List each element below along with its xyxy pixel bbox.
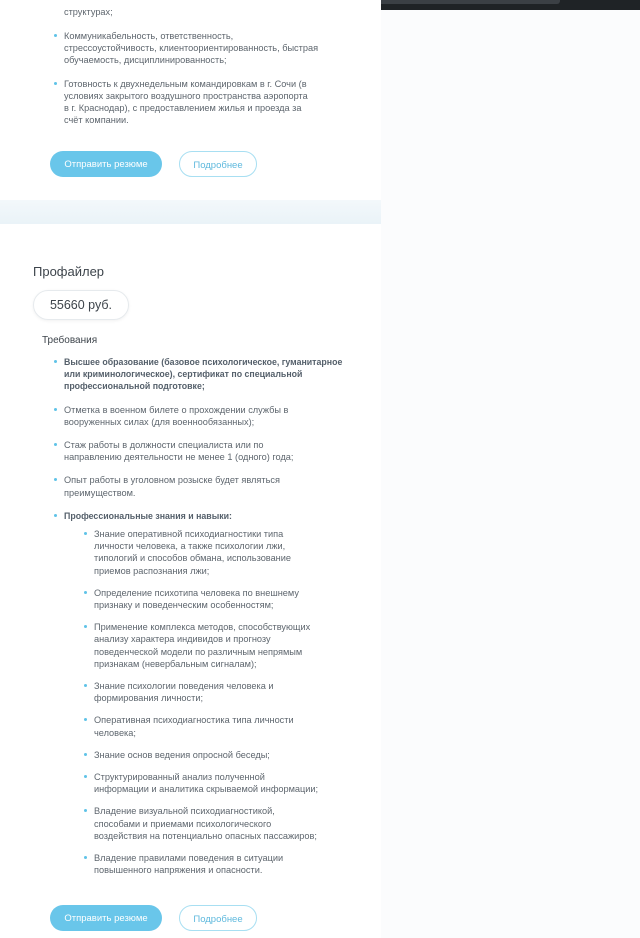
list-item-line: Знание психологии поведения человека и [94,681,274,692]
requirement-item [64,439,364,463]
card-separator [0,200,381,224]
list-item-line: повышенного напряжения и опасности. [94,865,263,876]
bullet-dot-icon [54,34,57,37]
bullet-dot-icon [54,514,57,517]
bullet-dot-icon [54,360,57,363]
list-item-line: анализу характера индивидов и прогнозу [94,634,271,645]
list-item [64,78,364,127]
bullet-dot-icon [54,408,57,411]
list-item-line: Высшее образование (базовое психологическое, гуманитарное [64,357,343,367]
bullet-dot-icon [84,591,87,594]
skill-item [94,621,354,670]
list-item-line: преимуществом. [64,487,136,498]
list-item-line: информации и аналитика скрываемой информации; [94,784,319,795]
list-item-line: Опыт работы в уголовном розыске будет являться [64,475,280,486]
list-item-line: направлению деятельности не менее 1 (одного) года; [64,452,294,463]
list-item-line: личности человека, а также психологии лжи, [94,541,286,552]
list-item-line: Владение правилами поведения в ситуации [94,853,284,864]
list-item-line: Коммуникабельность, ответственность, [64,31,234,41]
list-item-line: признаку и поведенческим особенностям; [94,600,274,611]
list-item-line: способами и приемами психологического [94,818,272,829]
bullet-dot-icon [54,443,57,446]
list-item-line: Знание основ ведения опросной беседы; [94,749,270,760]
list-item-line: Знание оперативной психодиагностики типа [94,529,284,539]
skill-item [94,680,354,704]
skill-item [94,852,354,876]
skill-item [94,749,354,761]
requirements-list [64,356,364,533]
list-item-line: Применение комплекса методов, способствующих [94,622,311,633]
list-item-line: счёт компании. [64,115,129,126]
vacancy-title: Профайлер [33,264,105,279]
list-item-line: человека; [94,727,136,738]
requirement-item [64,356,364,393]
send-resume-button-top[interactable]: Отправить резюме [50,151,162,177]
requirement-item [64,510,364,522]
list-item-line: стрессоустойчивость, клиентоориентированность, быстрая [64,43,319,54]
list-item-line: Структурированный анализ полученной [94,772,265,783]
right-empty-panel [381,10,640,938]
list-item-line: Отметка в военном билете о прохождении службы в [64,404,289,415]
bullet-dot-icon [84,753,87,756]
list-item-line: обучаемость, дисциплинированность; [64,55,227,66]
list-item-line: типологий и способов обмана, использование [94,553,292,564]
list-item-line: профессиональной подготовке; [64,381,205,392]
list-item-line: или криминологическое), сертификат по специальной [64,369,303,380]
skill-item [94,714,354,738]
list-item-line: формирования личности; [94,693,204,704]
salary-badge: 55660 руб. [33,290,129,320]
skills-list [94,528,354,886]
list-item-line: поведенческой модели по различным непрямым [94,646,303,657]
list-item-line: воздействия на потенциально опасных пассажиров; [94,830,317,841]
requirement-item [64,474,364,498]
list-item-line: в г. Краснодар), с предоставлением жилья и проезда за [64,103,302,114]
skill-item [94,528,354,577]
skill-item [94,587,354,611]
bullet-dot-icon [84,532,87,535]
list-item-line: Профессиональные знания и навыки: [64,510,232,521]
details-button[interactable]: Подробнее [179,905,257,931]
bullet-dot-icon [54,82,57,85]
send-resume-button[interactable]: Отправить резюме [50,905,162,931]
skill-item [94,805,354,842]
list-item-line: условиях закрытого воздушного пространства аэропорта [64,90,308,101]
list-item-line: вооруженных силах (для военнообязанных); [64,416,255,427]
list-item-line: приемов распознания лжи; [94,565,210,576]
skill-item [94,771,354,795]
top-card-requirements-list [64,30,364,137]
list-item-line: Оперативная психодиагностика типа личности [94,715,294,726]
requirement-item [64,404,364,428]
list-item-line: Готовность к двухнедельным командировкам в г. Сочи (в [64,78,307,89]
list-item-line: Определение психотипа человека по внешнему [94,587,299,598]
details-button-top[interactable]: Подробнее [179,151,257,177]
list-item-line: Стаж работы в должности специалиста или по [64,440,264,451]
list-item [64,30,364,67]
cut-text: структурах; [64,7,113,17]
requirements-heading: Требования [42,335,98,346]
list-item-line: Владение визуальной психодиагностикой, [94,806,275,817]
list-item-line: признакам (невербальным сигналам); [94,658,257,669]
